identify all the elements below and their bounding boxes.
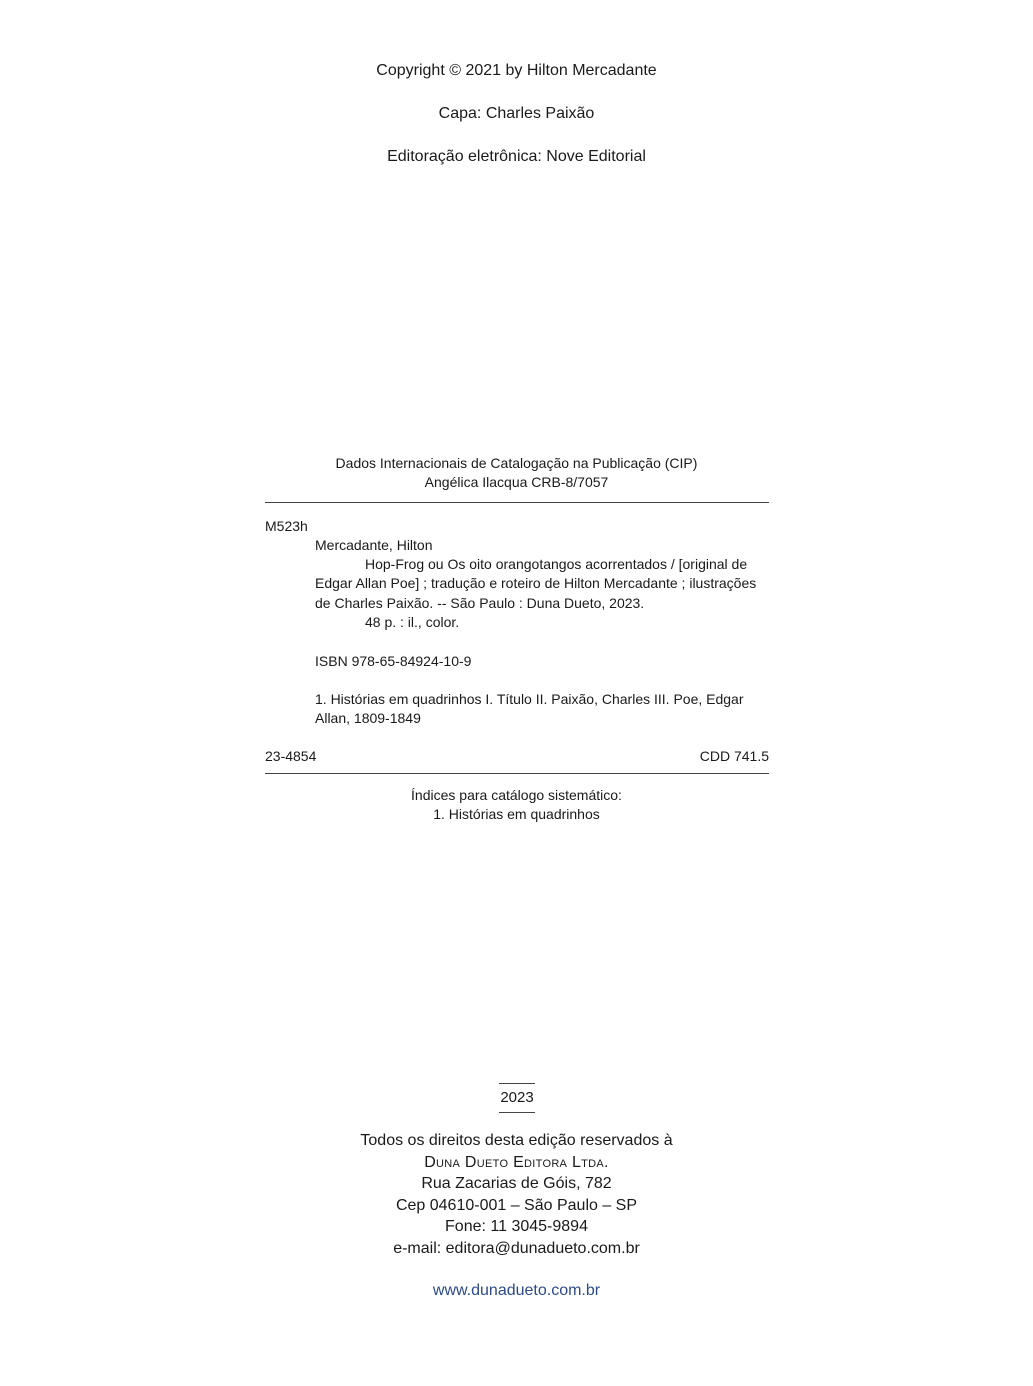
publisher-phone: Fone: 11 3045-9894	[445, 1218, 588, 1235]
publisher-name: Duna Dueto Editora Ltda.	[424, 1154, 609, 1171]
call-number: M523h	[265, 518, 308, 534]
catalog-subjects-line-1: 1. Histórias em quadrinhos I. Título II. Paixão, Charles III. Poe, Edgar	[315, 691, 744, 707]
catalog-pages: 48 p. : il., color.	[365, 614, 460, 630]
cip-librarian: Angélica Ilacqua CRB-8/7057	[424, 474, 609, 490]
copyright-line: Copyright © 2021 by Hilton Mercadante	[376, 62, 657, 79]
index-title: Índices para catálogo sistemático:	[411, 787, 622, 803]
cip-title: Dados Internacionais de Catalogação na Publicação (CIP)	[335, 455, 698, 471]
catalog-description-line-1: Hop-Frog ou Os oito orangotangos acorrentados / [original de	[365, 556, 748, 572]
publisher-address: Rua Zacarias de Góis, 782	[421, 1175, 612, 1192]
catalog-isbn: ISBN 978-65-84924-10-9	[315, 653, 472, 669]
cdd-number: CDD 741.5	[699, 748, 769, 764]
publisher-email: e-mail: editora@dunadueto.com.br	[393, 1240, 640, 1257]
catalog-description-line-2: Edgar Allan Poe] ; tradução e roteiro de Hilton Mercadante ; ilustrações	[315, 575, 757, 591]
record-number: 23-4854	[265, 748, 317, 764]
website-link[interactable]: www.dunadueto.com.br	[432, 1282, 601, 1299]
cip-top-rule	[265, 502, 769, 503]
catalog-author: Mercadante, Hilton	[315, 537, 433, 553]
layout-credit: Editoração eletrônica: Nove Editorial	[387, 148, 646, 165]
publication-year: 2023	[499, 1083, 535, 1113]
cip-bottom-rule	[265, 773, 769, 774]
catalog-subjects-line-2: Allan, 1809-1849	[315, 710, 421, 726]
rights-statement: Todos os direitos desta edição reservados à	[360, 1132, 673, 1149]
publisher-cep: Cep 04610-001 – São Paulo – SP	[395, 1197, 638, 1214]
index-item: 1. Histórias em quadrinhos	[433, 806, 600, 822]
catalog-description-line-3: de Charles Paixão. -- São Paulo : Duna Dueto, 2023.	[315, 595, 645, 611]
cover-credit: Capa: Charles Paixão	[438, 105, 595, 122]
